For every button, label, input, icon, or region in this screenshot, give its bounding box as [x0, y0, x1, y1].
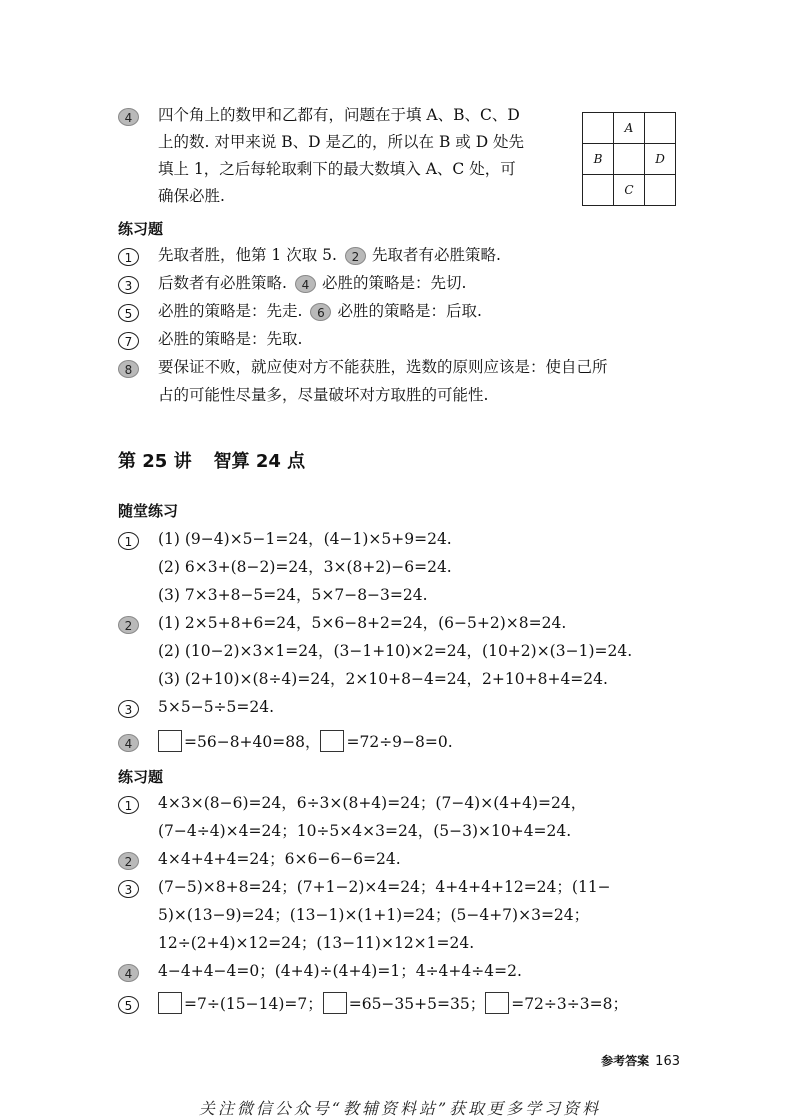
- item-number-1: 1: [118, 532, 139, 550]
- watermark: 关注微信公众号“教辅资料站”获取更多学习资料: [198, 1099, 602, 1118]
- exercise-text: 占的可能性尽量多，尽量破坏对方取胜的可能性.: [158, 386, 489, 404]
- chapter-number: 第 25 讲: [118, 451, 192, 472]
- answer-line: (1) (9−4)×5−1=24，(4−1)×5+9=24.: [158, 530, 452, 548]
- exercise-text: 必胜的策略是：先取.: [158, 330, 303, 348]
- answer-line: 5)×(13−9)=24；(13−1)×(1+1)=24；(5−4+7)×3=24；: [158, 906, 590, 924]
- item-number-5: 5: [118, 996, 139, 1014]
- abcd-grid: [582, 112, 676, 206]
- answer-line: 4×3×(8−6)=24，6÷3×(8+4)=24；(7−4)×(4+4)=24，: [158, 794, 587, 812]
- item-number-4b: 4: [295, 275, 316, 293]
- exercises-heading-2: 练习题: [118, 768, 164, 786]
- item-number-4: 4: [118, 964, 139, 982]
- exercise-line: [158, 300, 482, 322]
- footer-label: 参考答案: [601, 1054, 650, 1068]
- item-number-5: 5: [118, 304, 139, 322]
- item-number-4: 4: [118, 734, 139, 752]
- blank-box: [158, 730, 182, 752]
- item-number-1: 1: [118, 248, 139, 266]
- grid-cell-a: A: [624, 121, 634, 135]
- exercise-line: [158, 272, 466, 294]
- blank-box: [485, 992, 509, 1014]
- exercise-text: 必胜的策略是：先切.: [321, 274, 467, 292]
- problem-line-4: 确保必胜.: [158, 187, 225, 205]
- blank-box: [158, 992, 182, 1014]
- grid-cell-c: C: [624, 183, 634, 197]
- answer-line: [158, 730, 453, 753]
- answer-line: 5×5−5÷5=24.: [158, 698, 275, 716]
- exercise-text: 必胜的策略是：后取.: [337, 302, 482, 320]
- problem-line-3: 填上 1，之后每轮取剩下的最大数填入 A、C 处，可: [158, 160, 516, 178]
- page-footer: [601, 1052, 680, 1069]
- answer-text: =56−8+40=88，: [184, 733, 321, 751]
- blank-box: [323, 992, 347, 1014]
- page-number: 163: [655, 1054, 680, 1069]
- answer-line: (7−5)×8+8=24；(7+1−2)×4=24；4+4+4+12=24；(11−: [158, 878, 611, 896]
- problem-line-2: 上的数. 对甲来说 B、D 是乙的，所以在 B 或 D 处先: [158, 133, 525, 151]
- answer-line: (2) (10−2)×3×1=24，(3−1+10)×2=24，(10+2)×(3−1)=24.: [158, 642, 633, 660]
- exercise-line: [158, 244, 501, 266]
- exercise-text: 先取者有必胜策略.: [371, 246, 501, 264]
- item-number-3: 3: [118, 700, 139, 718]
- answer-line: (3) 7×3+8−5=24，5×7−8−3=24.: [158, 586, 428, 604]
- exercise-text: 要保证不败，就应使对方不能获胜，选数的原则应该是：使自己所: [158, 358, 608, 376]
- class-practice-heading: 随堂练习: [118, 502, 179, 520]
- chapter-name: 智算 24 点: [213, 451, 306, 472]
- item-number-1: 1: [118, 796, 139, 814]
- exercise-text: 后数者有必胜策略.: [158, 274, 287, 292]
- item-number-6: 6: [310, 303, 331, 321]
- answer-text: =65−35+5=35；: [348, 995, 486, 1013]
- blank-box: [320, 730, 344, 752]
- item-number-4: 4: [118, 108, 139, 126]
- chapter-title: [118, 447, 305, 473]
- answer-line: 4−4+4−4=0；(4+4)÷(4+4)=1；4÷4+4÷4=2.: [158, 962, 522, 980]
- item-number-7: 7: [118, 332, 139, 350]
- answer-line: 4×4+4+4=24；6×6−6−6=24.: [158, 850, 401, 868]
- item-number-2: 2: [345, 247, 366, 265]
- item-number-2: 2: [118, 616, 139, 634]
- item-number-3: 3: [118, 276, 139, 294]
- exercise-text: 必胜的策略是：先走.: [158, 302, 303, 320]
- answer-text: =7÷(15−14)=7；: [184, 995, 323, 1013]
- exercise-text: 先取者胜，他第 1 次取 5.: [158, 246, 337, 264]
- answer-line: (2) 6×3+(8−2)=24，3×(8+2)−6=24.: [158, 558, 452, 576]
- exercises-heading-1: 练习题: [118, 220, 164, 238]
- answer-line: (1) 2×5+8+6=24，5×6−8+2=24，(6−5+2)×8=24.: [158, 614, 567, 632]
- answer-text: =72÷3÷3=8；: [511, 995, 628, 1013]
- grid-cell-b: B: [593, 152, 603, 166]
- answer-text: =72÷9−8=0.: [346, 733, 453, 751]
- answer-line: [158, 992, 628, 1015]
- grid-cell-d: D: [655, 152, 665, 166]
- answer-line: (7−4÷4)×4=24；10÷5×4×3=24，(5−3)×10+4=24.: [158, 822, 572, 840]
- item-number-2: 2: [118, 852, 139, 870]
- answer-line: 12÷(2+4)×12=24；(13−11)×12×1=24.: [158, 934, 475, 952]
- answer-line: (3) (2+10)×(8÷4)=24，2×10+8−4=24，2+10+8+4=24.: [158, 670, 608, 688]
- problem-line-1: 四个角上的数甲和乙都有，问题在于填 A、B、C、D: [158, 106, 520, 124]
- item-number-8: 8: [118, 360, 139, 378]
- item-number-3: 3: [118, 880, 139, 898]
